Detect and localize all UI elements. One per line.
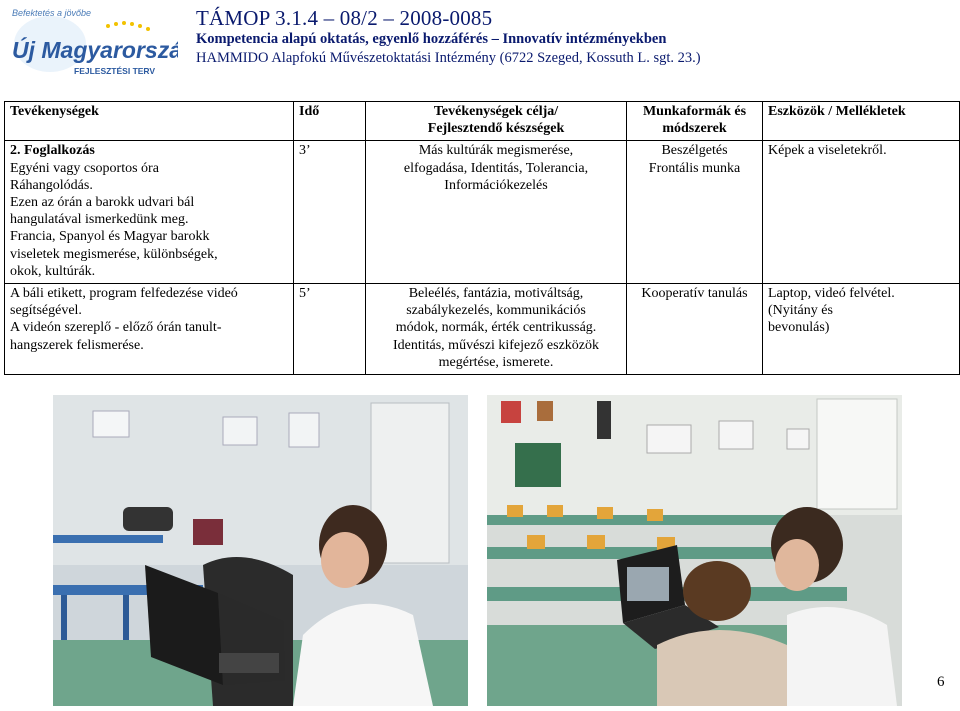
logo-name: Új Magyarország [12,37,178,63]
table-header-row [5,102,960,141]
page-number: 6 [937,674,945,690]
time-cell: 3’ [294,141,366,284]
document-header [196,6,701,67]
goal-cell: Beleélés, fantázia, motiváltság, szabálykezelés, kommunikációs módok, normák, érték centrikusság. Identitás, művészi kifejező eszközök megértése, ismerete. [366,284,627,375]
table-row [5,141,960,284]
header-forms: Munkaformák és módszerek [627,102,763,141]
institution-name: HAMMIDO Alapfokú Művészetoktatási Intézmény (6722 Szeged, Kossuth L. sgt. 23.) [196,50,701,66]
header-goal: Tevékenységek célja/ Fejlesztendő készségek [366,102,627,141]
classroom-photo-teacher-laptop [53,395,468,706]
logo-tagline: Befektetés a jövőbe [12,8,92,18]
activity-title: 2. Foglalkozás [10,143,95,159]
goal-cell: Más kultúrák megismerése, elfogadása, Identitás, Tolerancia, Információkezelés [366,141,627,284]
tools-cell: Képek a viseletekről. [763,141,960,284]
logo-subtitle: FEJLESZTÉSI TERV [74,66,156,76]
lesson-plan-table [4,101,960,375]
table-row [5,284,960,375]
forms-cell: Beszélgetés Frontális munka [627,141,763,284]
time-cell: 5’ [294,284,366,375]
header-activities: Tevékenységek [5,102,294,141]
activity-cell: 2. Foglalkozás Egyéni vagy csoportos óra Ráhangolódás. Ezen az órán a barokk udvari bál hangulatával ismerkedünk meg. Francia, Spanyol és Magyar barokk viseletek megismerése, különbségek, okok, kultúrák. [5,141,294,284]
classroom-photo-students-laptop [487,395,902,706]
uj-magyarorszag-logo [8,4,178,80]
header-time: Idő [294,102,366,141]
tools-cell: Laptop, videó felvétel. (Nyitány és bevonulás) [763,284,960,375]
activity-cell: A báli etikett, program felfedezése videó segítségével. A videón szereplő - előző órán tanult- hangszerek felismerése. [5,284,294,375]
project-title: TÁMOP 3.1.4 – 08/2 – 2008-0085 [196,6,493,30]
project-subtitle: Kompetencia alapú oktatás, egyenlő hozzáférés – Innovatív intézményekben [196,31,667,47]
header-tools: Eszközök / Mellékletek [763,102,960,141]
forms-cell: Kooperatív tanulás [627,284,763,375]
